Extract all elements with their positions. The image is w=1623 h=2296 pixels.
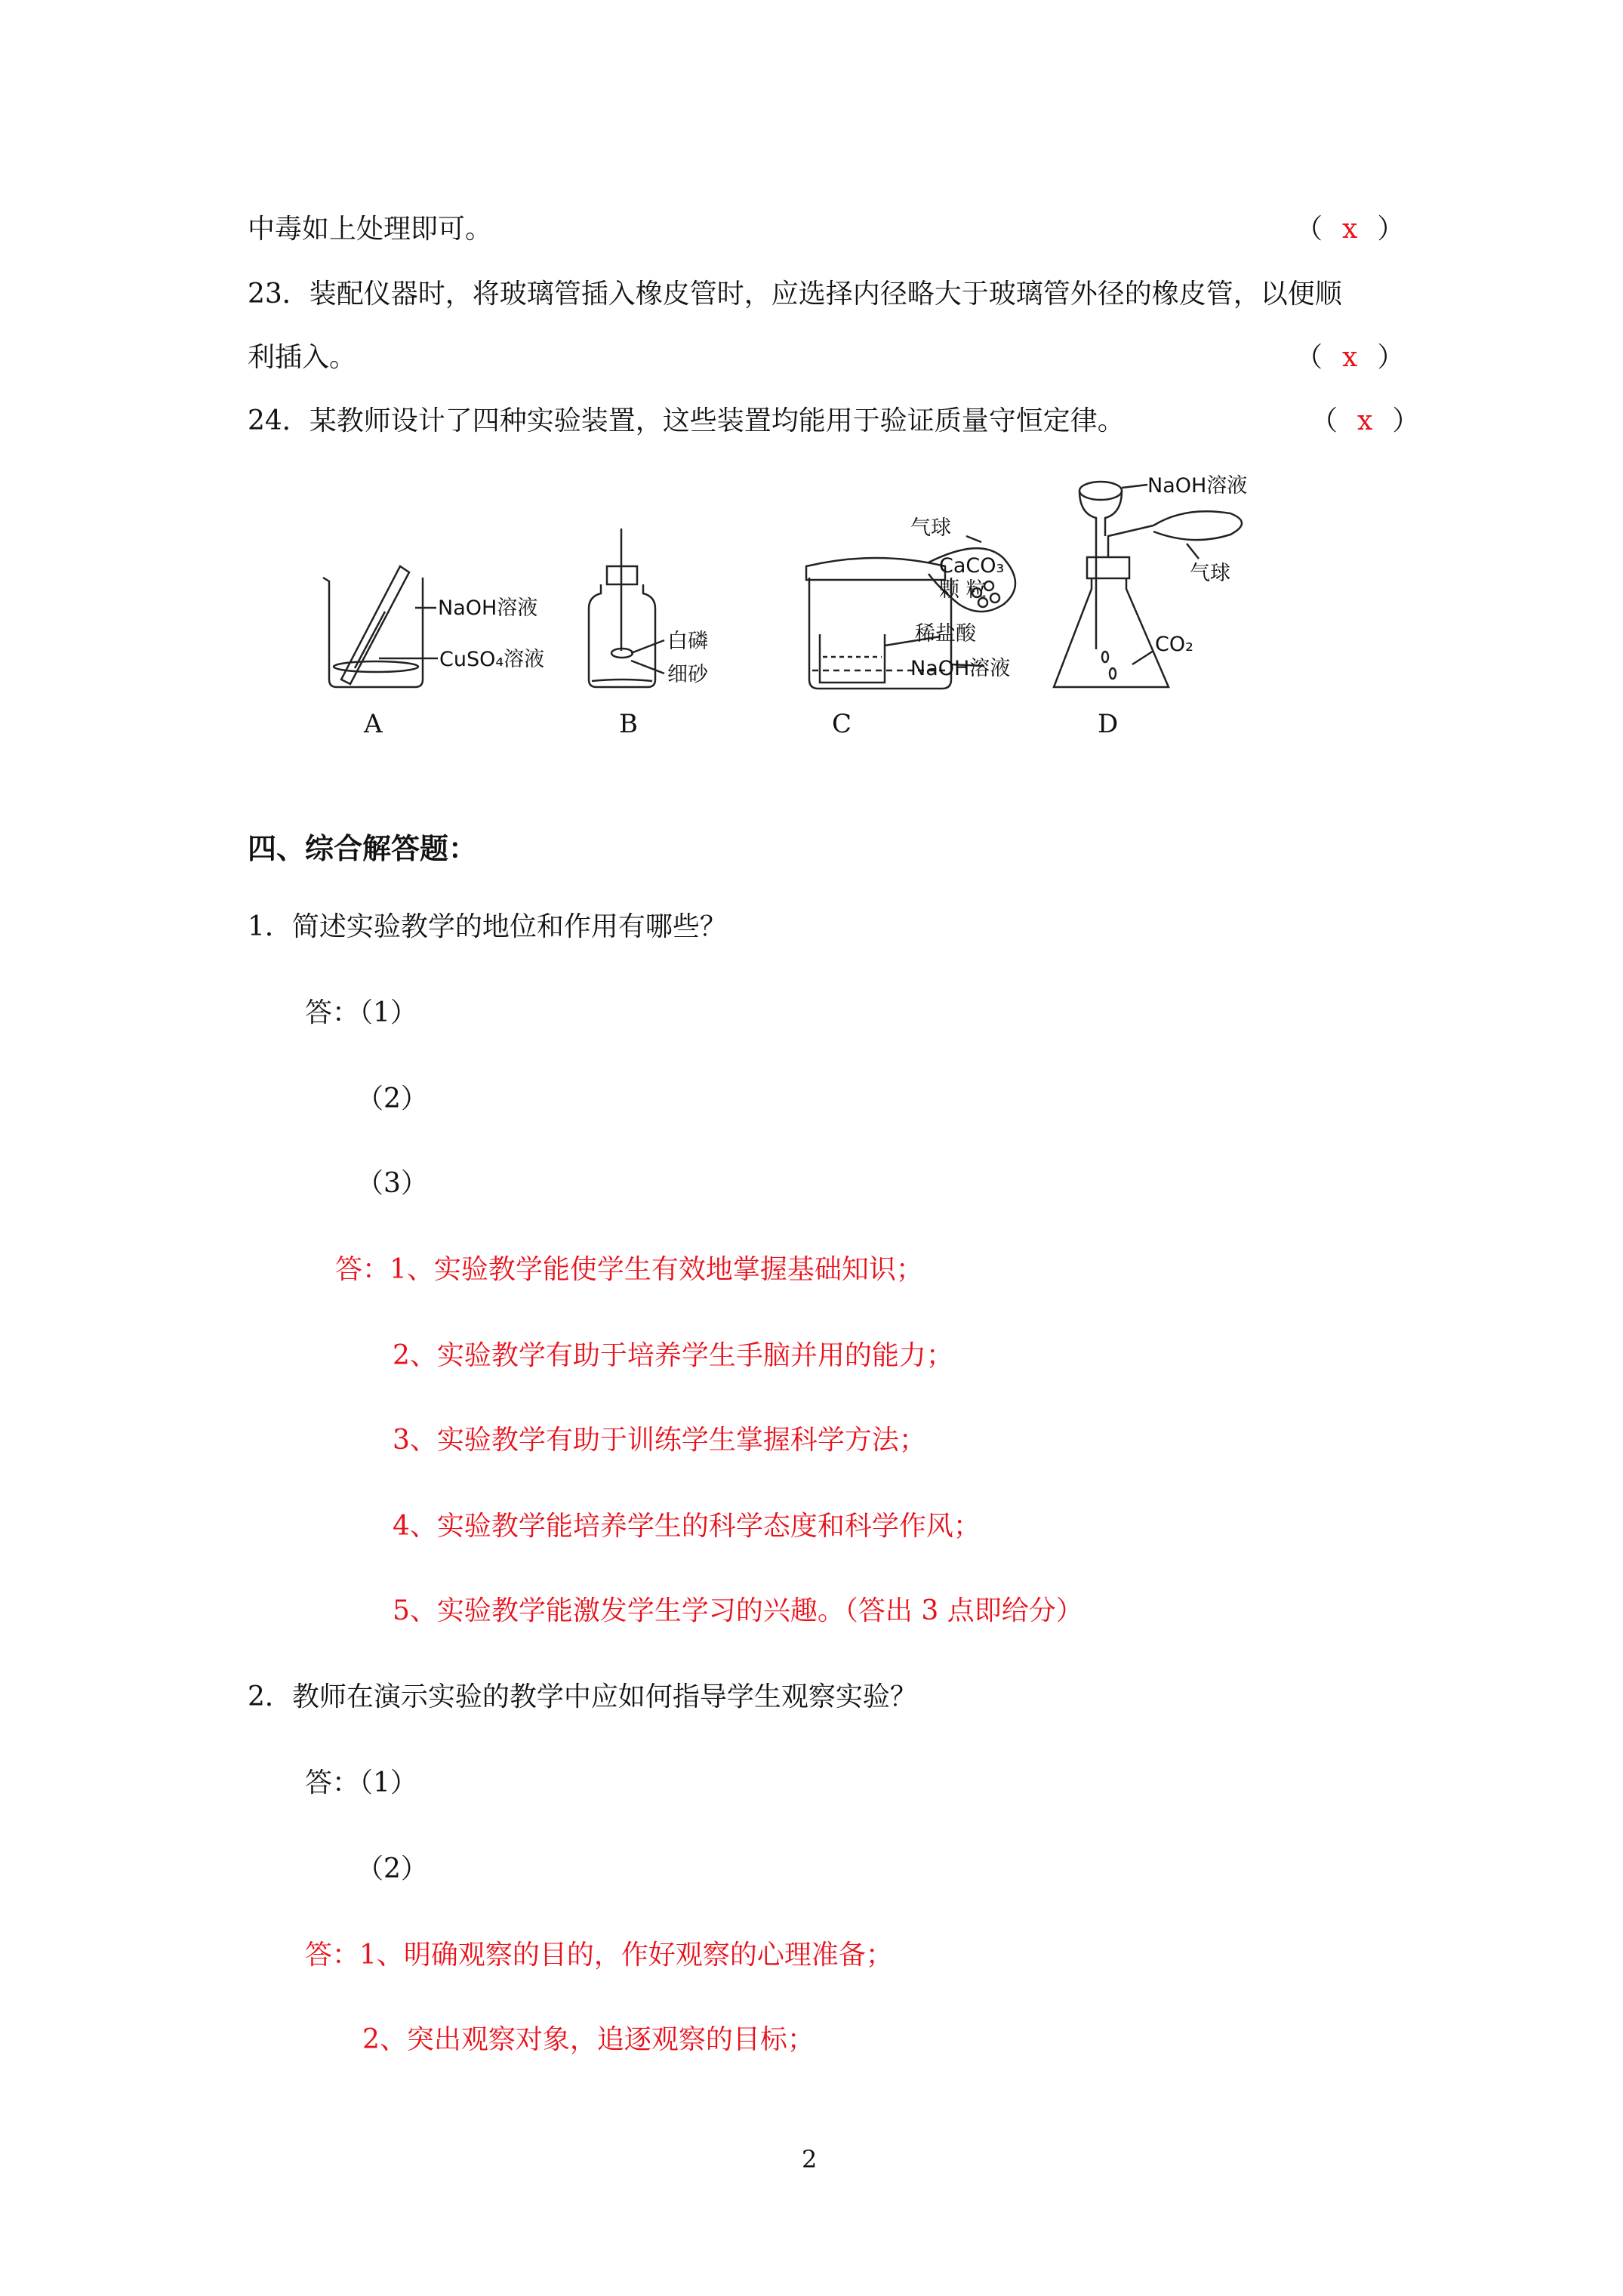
label-c-granules: 颗 粒: [939, 578, 987, 602]
q23-mark-x: x: [1342, 342, 1358, 373]
label-d-naoh: NaOH溶液: [1147, 474, 1248, 498]
q23-line1: 23．装配仪器时，将玻璃管插入橡皮管时，应选择内径略大于玻璃管外径的橡皮管，以便顺: [248, 279, 1342, 310]
caption-d: D: [1098, 709, 1119, 739]
q2-blank-1: 答：（1）: [305, 1767, 417, 1798]
q2-answer-1: 答：1、明确观察的目的，作好观察的心理准备；: [305, 1940, 893, 1971]
q2-answer-2: 2、突出观察对象，追逐观察的目标；: [362, 2024, 815, 2055]
apparatus-figure: [302, 453, 1434, 740]
q1-blank-1: 答：（1）: [305, 997, 417, 1028]
q22-mark-x: x: [1342, 214, 1358, 245]
q1-blank-2: （2）: [356, 1083, 428, 1114]
q22-answer-mark: （ x ）: [1295, 211, 1404, 248]
q23-line2: 利插入。: [248, 342, 357, 373]
section-heading: 四、综合解答题：: [248, 832, 478, 865]
q2-question: 2．教师在演示实验的教学中应如何指导学生观察实验？: [248, 1681, 917, 1712]
q24-mark-x: x: [1357, 405, 1373, 436]
q2-blank-2: （2）: [356, 1854, 428, 1885]
q1-answer-1: 答：1、实验教学能使学生有效地掌握基础知识；: [335, 1254, 923, 1285]
label-c-balloon: 气球: [910, 516, 951, 540]
q24-answer-mark: （ x ）: [1310, 403, 1419, 439]
q1-blank-3: （3）: [356, 1168, 428, 1199]
q1-question: 1．简述实验教学的地位和作用有哪些？: [248, 911, 727, 942]
label-c-hcl: 稀盐酸: [915, 622, 976, 646]
caption-a: A: [364, 709, 383, 739]
q1-answer-5: 5、实验教学能激发学生学习的兴趣。（答出 3 点即给分）: [393, 1595, 1083, 1626]
apparatus-a-beaker: [323, 566, 438, 687]
q22-tail-text: 中毒如上处理即可。: [248, 214, 493, 245]
label-b-sand: 细砂: [667, 663, 708, 686]
caption-b: B: [619, 709, 638, 739]
label-a-naoh: NaOH溶液: [438, 596, 538, 620]
q1-answer-2: 2、实验教学有助于培养学生手脑并用的能力；: [393, 1340, 953, 1371]
label-d-balloon: 气球: [1190, 562, 1230, 585]
label-c-caco3: CaCO₃: [939, 554, 1005, 578]
q24-text: 24．某教师设计了四种实验装置，这些装置均能用于验证质量守恒定律。: [248, 405, 1125, 436]
q23-answer-mark: （ x ）: [1295, 340, 1404, 376]
label-a-cuso4: CuSO₄溶液: [439, 648, 545, 671]
label-c-naoh: NaOH溶液: [910, 657, 1011, 680]
apparatus-b-bottle: [589, 529, 664, 687]
caption-c: C: [832, 709, 852, 739]
q1-answer-4: 4、实验教学能培养学生的科学态度和科学作风；: [393, 1511, 981, 1542]
page-number: 2: [802, 2145, 818, 2174]
label-b-white-phosphorus: 白磷: [667, 630, 708, 653]
q1-answer-3: 3、实验教学有助于训练学生掌握科学方法；: [393, 1425, 926, 1456]
label-d-co2: CO₂: [1155, 633, 1193, 656]
